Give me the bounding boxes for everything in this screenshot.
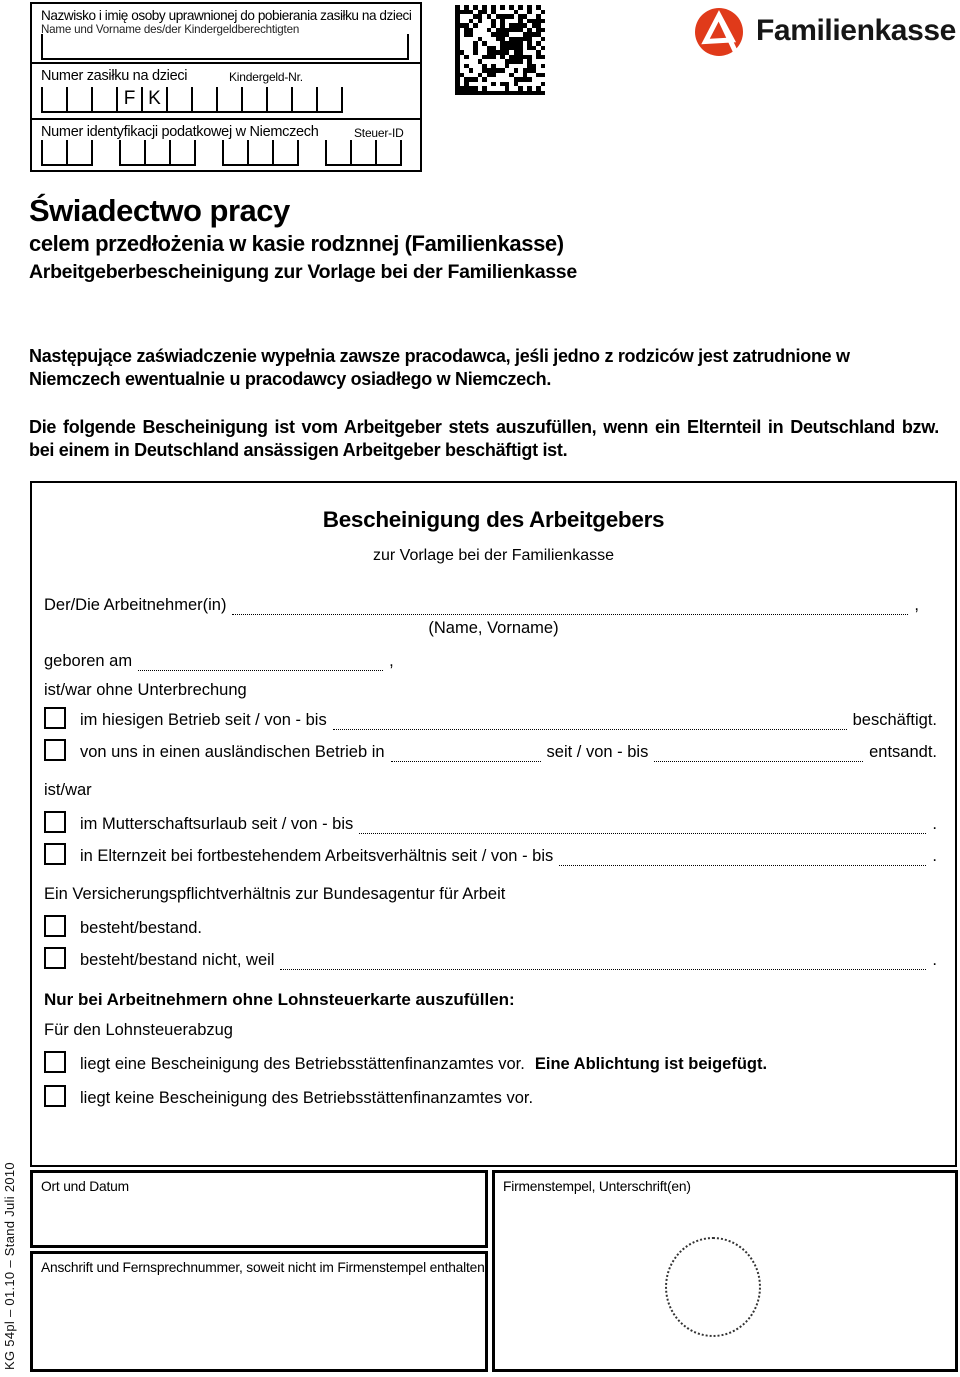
tax-no-label: liegt keine Bescheinigung des Betriebsstättenfinanzamtes vor. [80, 1089, 534, 1107]
posted-abroad-row [44, 739, 937, 762]
recipient-box [30, 2, 422, 172]
insurance-reason-field[interactable] [280, 954, 926, 970]
parental-leave-row [44, 843, 937, 866]
form-code-vertical: KG 54pl – 01.10 – Stand Juli 2010 [2, 1162, 17, 1370]
parental-leave-label: in Elternzeit bei fortbestehendem Arbeitsverhältnis seit / von - bis [80, 847, 554, 865]
kindergeld-nr-comb-field[interactable]: F K [41, 87, 343, 113]
tax-intro-text: Für den Lohnsteuerabzug [44, 1021, 233, 1039]
posted-abroad-label: von uns in einen ausländischen Betrieb in [80, 743, 385, 761]
maternity-leave-label: im Mutterschaftsurlaub seit / von - bis [80, 815, 354, 833]
tax-yes-bold-label: Eine Ablichtung ist beigefügt. [534, 1055, 768, 1073]
tax-yes-label: liegt eine Bescheinigung des Betriebsstättenfinanzamtes vor. [80, 1055, 525, 1073]
employee-name-field[interactable] [232, 599, 908, 615]
insurance-no-row [44, 947, 937, 970]
status-intro-text: ist/war ohne Unterbrechung [44, 681, 247, 699]
employed-period-field[interactable] [333, 714, 847, 730]
insurance-yes-row [44, 915, 937, 938]
checkbox-parental-leave[interactable] [44, 843, 66, 865]
kindergeld-nr-section [32, 62, 420, 118]
parental-leave-post: . [932, 847, 937, 865]
status-intro2-text: ist/war [44, 781, 92, 799]
employee-name-hint: (Name, Vorname) [428, 619, 559, 637]
recipient-name-section [32, 4, 420, 62]
dotted-stamp-circle-icon [665, 1237, 761, 1337]
recipient-name-field[interactable] [41, 34, 409, 60]
stamp-signature-box[interactable] [492, 1170, 958, 1372]
page-subtitle-pl: celem przedłożenia w kasie rodznnej (Familienkasse) [29, 231, 564, 256]
tax-certificate-yes-row [44, 1051, 937, 1074]
steuer-id-label-de: Steuer-ID [354, 126, 404, 140]
tax-certificate-no-row [44, 1085, 937, 1108]
checkbox-posted-abroad[interactable] [44, 739, 66, 761]
posted-abroad-mid: seit / von - bis [546, 743, 649, 761]
birth-date-row [44, 651, 444, 671]
insurance-intro-text: Ein Versicherungspflichtverhältnis zur Bundesagentur für Arbeit [44, 885, 506, 903]
recipient-label-pl: Nazwisko i imię osoby uprawnionej do pobierania zasiłku na dzieci [41, 8, 412, 23]
datamatrix-barcode-icon [455, 5, 545, 95]
page-subtitle-de: Arbeitgeberbescheinigung zur Vorlage bei der Familienkasse [29, 261, 577, 283]
address-phone-label: Anschrift und Fernsprechnummer, soweit nicht im Firmenstempel enthalten [41, 1260, 485, 1275]
maternity-leave-post: . [932, 815, 937, 833]
certificate-heading: Bescheinigung des Arbeitgebers [322, 507, 665, 532]
birth-date-label: geboren am [44, 652, 133, 670]
steuer-id-comb-field[interactable] [41, 140, 402, 166]
kindergeld-label-de: Kindergeld-Nr. [229, 70, 303, 84]
stamp-signature-label: Firmenstempel, Unterschrift(en) [503, 1179, 691, 1194]
place-date-box[interactable] [30, 1170, 488, 1248]
employee-name-label: Der/Die Arbeitnehmer(in) [44, 596, 227, 614]
insurance-yes-label: besteht/bestand. [80, 919, 203, 937]
posted-abroad-post: entsandt. [869, 743, 937, 761]
intro-paragraph-de: Die folgende Bescheinigung ist vom Arbeitgeber stets auszufüllen, wenn ein Elternteil in Deutschland bzw. bei einem in Deutschland ansässigen Arbeitgeber beschäftigt ist. [29, 417, 939, 461]
page-title: Świadectwo pracy [29, 193, 290, 228]
maternity-period-field[interactable] [359, 818, 926, 834]
insurance-no-label: besteht/bestand nicht, weil [80, 951, 275, 969]
checkbox-insurance-not-exists[interactable] [44, 947, 66, 969]
checkbox-no-tax-certificate[interactable] [44, 1085, 66, 1107]
maternity-leave-row [44, 811, 937, 834]
steuer-id-label-pl: Numer identyfikacji podatkowej w Niemczech [41, 124, 319, 140]
posted-period-field[interactable] [654, 746, 863, 762]
posted-location-field[interactable] [391, 746, 541, 762]
kindergeld-label-pl: Numer zasiłku na dzieci [41, 68, 188, 84]
employee-name-row [44, 595, 919, 615]
recipient-label-de: Name und Vorname des/der Kindergeldberechtigten [41, 23, 300, 36]
tax-section-heading: Nur bei Arbeitnehmern ohne Lohnsteuerkarte auszufüllen: [44, 990, 515, 1009]
employee-name-suffix: , [914, 596, 919, 614]
certificate-subheading: zur Vorlage bei der Familienkasse [372, 547, 614, 564]
checkbox-maternity-leave[interactable] [44, 811, 66, 833]
place-date-label: Ort und Datum [41, 1179, 129, 1194]
steuer-id-section [32, 118, 420, 168]
employed-here-label: im hiesigen Betrieb seit / von - bis [80, 711, 327, 729]
birth-date-field[interactable] [138, 655, 383, 671]
address-phone-box[interactable] [30, 1251, 488, 1372]
intro-paragraph-pl: Następujące zaświadczenie wypełnia zawsze pracodawca, jeśli jedno z rodziców jest zatrudnione w Niemczech ewentualnie u pracodawcy osiadłego w Niemczech. [29, 346, 850, 390]
employed-here-row [44, 707, 937, 730]
birth-date-suffix: , [389, 652, 394, 670]
certificate-box [30, 481, 957, 1167]
checkbox-insurance-exists[interactable] [44, 915, 66, 937]
insurance-no-post: . [932, 951, 937, 969]
parental-period-field[interactable] [559, 850, 926, 866]
checkbox-tax-certificate-exists[interactable] [44, 1051, 66, 1073]
familienkasse-logo-text: Familienkasse [756, 14, 956, 47]
checkbox-employed-here[interactable] [44, 707, 66, 729]
bundesagentur-logo-icon [695, 8, 743, 56]
employed-here-post: beschäftigt. [852, 711, 937, 729]
